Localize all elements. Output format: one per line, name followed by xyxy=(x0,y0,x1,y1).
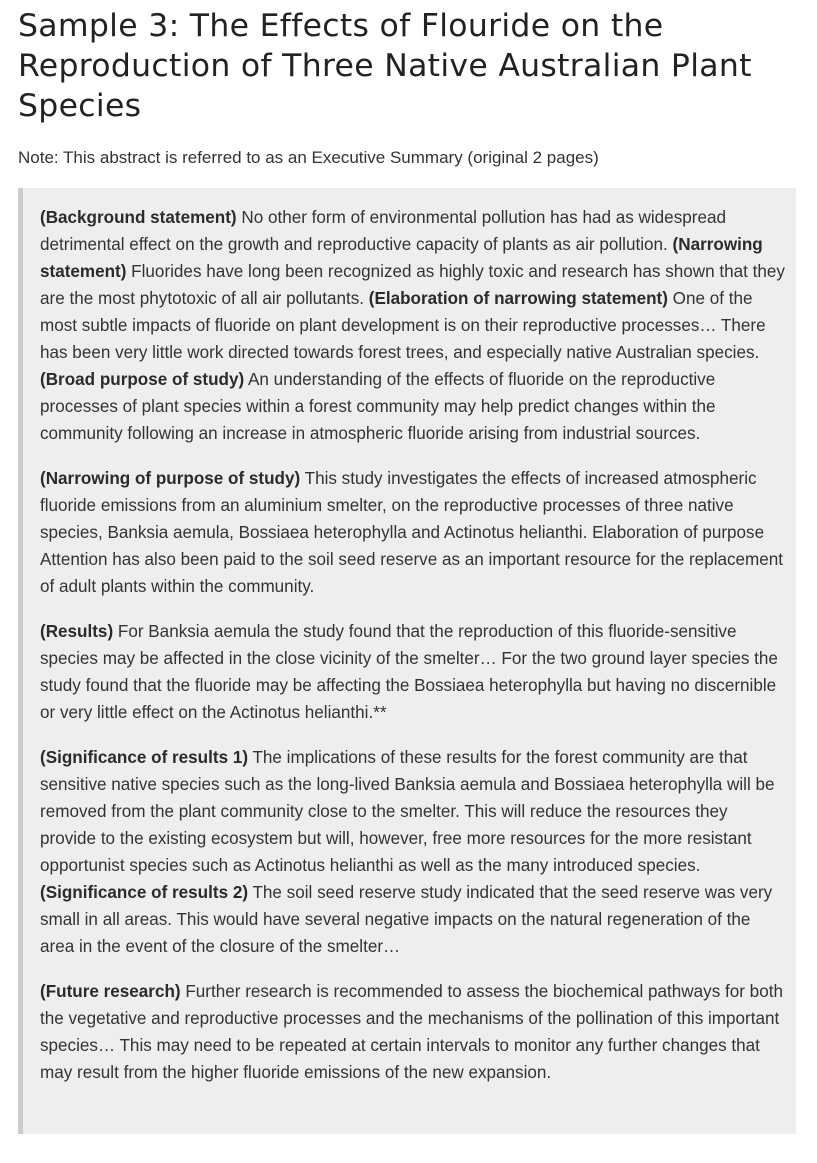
move-text: Further research is recommended to assess the biochemical pathways for both the vegetative and reproductive processes and the mechanisms of the pollination of this important species… This may need to be repeated at certain intervals to monitor any further changes that may result from the higher fluoride emissions of the new expansion. xyxy=(40,982,783,1082)
move-text: The implications of these results for the forest community are that sensitive native species such as the long-lived Banksia aemula and Bossiaea heterophylla will be removed from the plant community close to the smelter. This will reduce the resources they provide to the existing ecosystem but will, however, free more resources for the more resistant opportunist species such as Actinotus helianthi as well as the many introduced species. xyxy=(40,748,775,875)
move-label: (Significance of results 2) xyxy=(40,883,249,902)
abstract-paragraph xyxy=(40,618,786,726)
abstract-paragraph xyxy=(40,204,786,447)
move-text: An understanding of the effects of fluoride on the reproductive processes of plant species within a forest community may help predict changes within the community following an increase in atmospheric fluoride arising from industrial sources. xyxy=(40,370,716,443)
move-label: (Elaboration of narrowing statement) xyxy=(368,289,668,308)
abstract-paragraph xyxy=(40,465,786,600)
move-text: Fluorides have long been recognized as highly toxic and research has shown that they are the most phytotoxic of all air pollutants. xyxy=(40,262,785,308)
move-label: (Narrowing of purpose of study) xyxy=(40,469,301,488)
move-label: (Significance of results 1) xyxy=(40,748,249,767)
move-text: No other form of environmental pollution has had as widespread detrimental effect on the growth and reproductive capacity of plants as air pollution. xyxy=(40,208,726,254)
abstract-paragraph xyxy=(40,744,786,960)
move-text: For Banksia aemula the study found that the reproduction of this fluoride-sensitive species may be affected in the close vicinity of the smelter… For the two ground layer species the study found that the fluoride may be affecting the Bossiaea heterophylla but having no discernible or very little effect on the Actinotus helianthi.** xyxy=(40,622,778,722)
move-text: This study investigates the effects of increased atmospheric fluoride emissions from an aluminium smelter, on the reproductive processes of three native species, Banksia aemula, Bossiaea heterophylla and Actinotus helianthi. Elaboration of purpose Attention has also been paid to the soil seed reserve as an important resource for the replacement of adult plants within the community. xyxy=(40,469,784,596)
move-text: The soil seed reserve study indicated that the seed reserve was very small in all areas. This would have several negative impacts on the natural regeneration of the area in the event of the closure of the smelter… xyxy=(40,883,773,956)
abstract-paragraph xyxy=(40,978,786,1086)
abstract-note: Note: This abstract is referred to as an Executive Summary (original 2 pages) xyxy=(18,148,599,167)
move-label: (Broad purpose of study) xyxy=(40,370,245,389)
move-label: (Narrowing statement) xyxy=(40,235,763,281)
move-label: (Future research) xyxy=(40,982,181,1001)
move-label: (Results) xyxy=(40,622,114,641)
move-label: (Background statement) xyxy=(40,208,237,227)
executive-summary-block xyxy=(18,188,796,1134)
move-text: One of the most subtle impacts of fluoride on plant development is on their reproductive processes… There has been very little work directed towards forest trees, and especially native Australian species. xyxy=(40,289,766,362)
page-title: Sample 3: The Effects of Flouride on the Reproduction of Three Native Australian Plant Species xyxy=(18,8,752,124)
